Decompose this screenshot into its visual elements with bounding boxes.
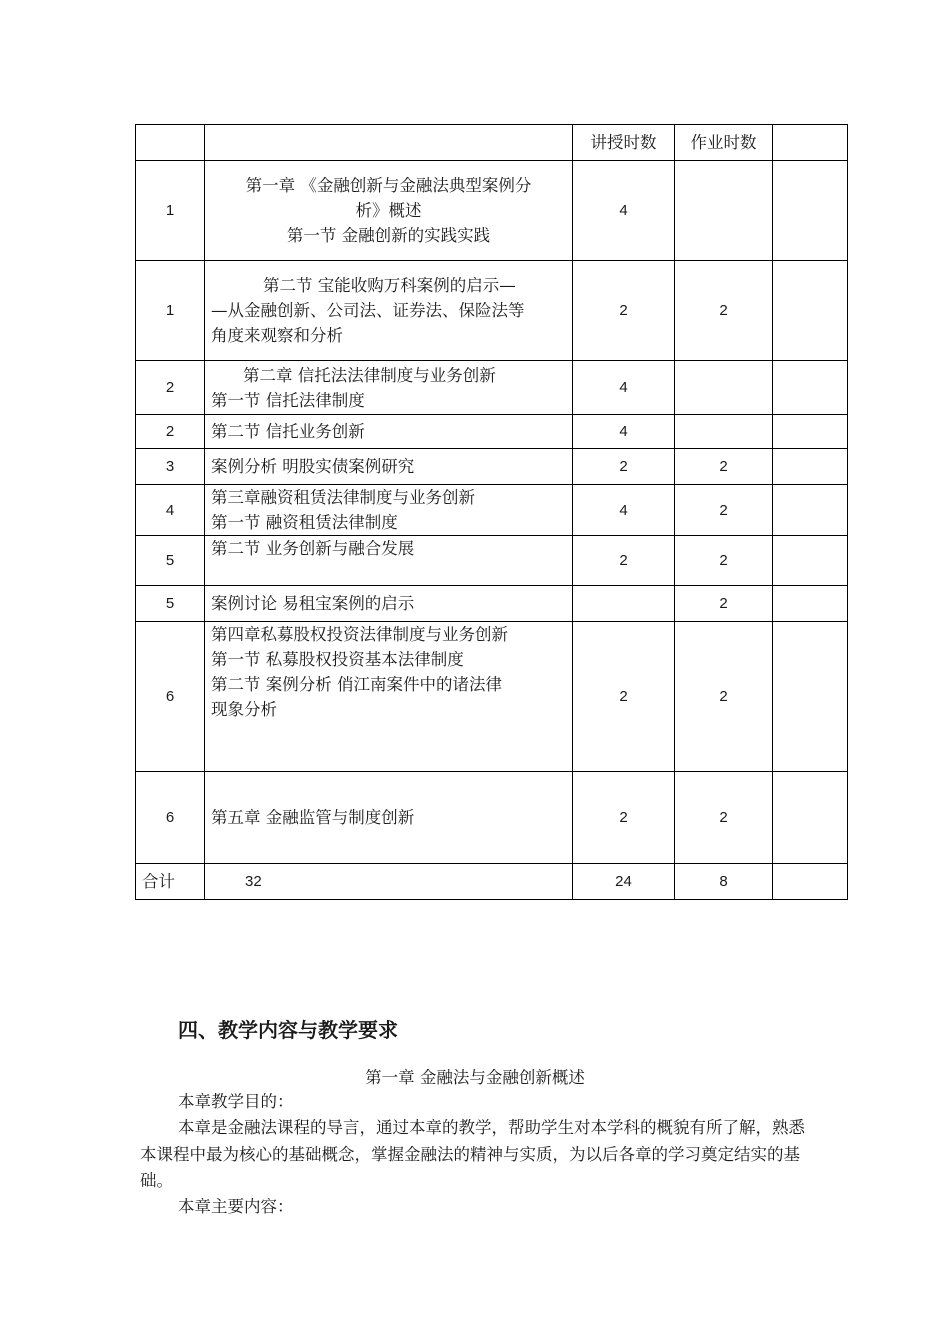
homework-hours-cell: 2 [675,449,773,485]
content-line: —从金融创新、公司法、证券法、保险法等 [211,301,525,320]
header-lecture-hours: 讲授时数 [573,125,675,161]
homework-hours-cell [675,361,773,415]
content-line: 第一节 信托法律制度 [211,390,365,410]
table-row [136,536,848,586]
content-cell [205,261,573,361]
week-cell: 6 [136,772,205,864]
blank-cell [773,536,848,586]
homework-hours-cell: 2 [675,261,773,361]
content-line: 案例分析 明股实债案例研究 [211,457,415,476]
content-line: 第一章 《金融创新与金融法典型案例分 [245,176,532,195]
body-text [140,1089,812,1220]
blank-cell [773,361,848,415]
lecture-hours-cell: 2 [573,772,675,864]
content-line: 第一节 融资租赁法律制度 [211,513,398,532]
content-line: 第二节 业务创新与融合发展 [211,539,415,558]
homework-hours-cell: 2 [675,622,773,772]
lecture-hours-cell [573,586,675,622]
section-heading: 四、教学内容与教学要求 [178,1018,398,1042]
total-lecture-hours: 24 [573,864,675,900]
homework-hours-cell: 2 [675,586,773,622]
table-row [136,415,848,449]
content-line: 析》概述 [355,201,422,220]
lecture-hours-cell: 2 [573,449,675,485]
blank-cell [773,449,848,485]
content-cell [205,415,573,449]
content-cell [205,485,573,536]
homework-hours-cell: 2 [675,772,773,864]
total-weeks: 32 [205,864,573,900]
lecture-hours-cell: 2 [573,536,675,586]
content-cell [205,772,573,864]
blank-cell [773,586,848,622]
week-cell: 4 [136,485,205,536]
lecture-hours-cell: 2 [573,622,675,772]
table-row [136,622,848,772]
content-cell [205,536,573,586]
content-line: 第一节 金融创新的实践实践 [286,226,491,245]
week-cell: 5 [136,536,205,586]
chapter-title: 第一章 金融法与金融创新概述 [365,1068,585,1087]
content-cell [205,622,573,772]
content-cell [205,361,573,415]
course-schedule-table [135,124,848,900]
content-line: 案例讨论 易租宝案例的启示 [211,594,415,613]
week-cell: 5 [136,586,205,622]
content-line: 第四章私募股权投资法律制度与业务创新 [211,625,508,644]
content-line: 第二节 宝能收购万科案例的启示— [263,276,516,295]
blank-cell [773,622,848,772]
blank-cell [773,864,848,900]
week-cell: 2 [136,361,205,415]
blank-cell [773,261,848,361]
paragraph: 本章是金融法课程的导言，通过本章的教学，帮助学生对本学科的概貌有所了解，熟悉本课程中最为核心的基础概念，掌握金融法的精神与实质，为以后各章的学习奠定结实的基础。 [140,1118,805,1190]
paragraph: 本章主要内容： [178,1197,294,1217]
lecture-hours-cell: 4 [573,361,675,415]
homework-hours-cell: 2 [675,485,773,536]
blank-cell [773,161,848,261]
table-row [136,361,848,415]
header-cell [773,125,848,161]
week-cell: 1 [136,261,205,361]
lecture-hours-cell: 4 [573,415,675,449]
content-line: 第五章 金融监管与制度创新 [211,808,415,827]
blank-cell [773,772,848,864]
content-line: 第二节 案例分析 俏江南案件中的诸法律 [211,675,502,694]
week-cell: 1 [136,161,205,261]
content-cell [205,449,573,485]
table-row [136,261,848,361]
content-cell [205,586,573,622]
homework-hours-cell [675,161,773,261]
lecture-hours-cell: 4 [573,485,675,536]
total-label: 合计 [136,864,205,900]
paragraph: 本章教学目的： [178,1092,294,1111]
header-cell [205,125,573,161]
table-row [136,449,848,485]
table-row [136,586,848,622]
content-line: 第二节 信托业务创新 [211,422,365,441]
table-row [136,161,848,261]
week-cell: 3 [136,449,205,485]
header-cell [136,125,205,161]
table-header-row [136,125,848,161]
table-row [136,772,848,864]
homework-hours-cell: 2 [675,536,773,586]
blank-cell [773,415,848,449]
content-line: 第二章 信托法法律制度与业务创新 [243,365,496,385]
lecture-hours-cell: 2 [573,261,675,361]
content-line: 角度来观察和分析 [211,326,343,345]
lecture-hours-cell: 4 [573,161,675,261]
content-cell [205,161,573,261]
content-line: 现象分析 [211,700,277,719]
week-cell: 6 [136,622,205,772]
content-line: 第三章融资租赁法律制度与业务创新 [211,488,475,507]
week-cell: 2 [136,415,205,449]
total-homework-hours: 8 [675,864,773,900]
content-line: 第一节 私募股权投资基本法律制度 [211,650,464,669]
table-row [136,485,848,536]
homework-hours-cell [675,415,773,449]
blank-cell [773,485,848,536]
table-total-row [136,864,848,900]
header-homework-hours: 作业时数 [675,125,773,161]
